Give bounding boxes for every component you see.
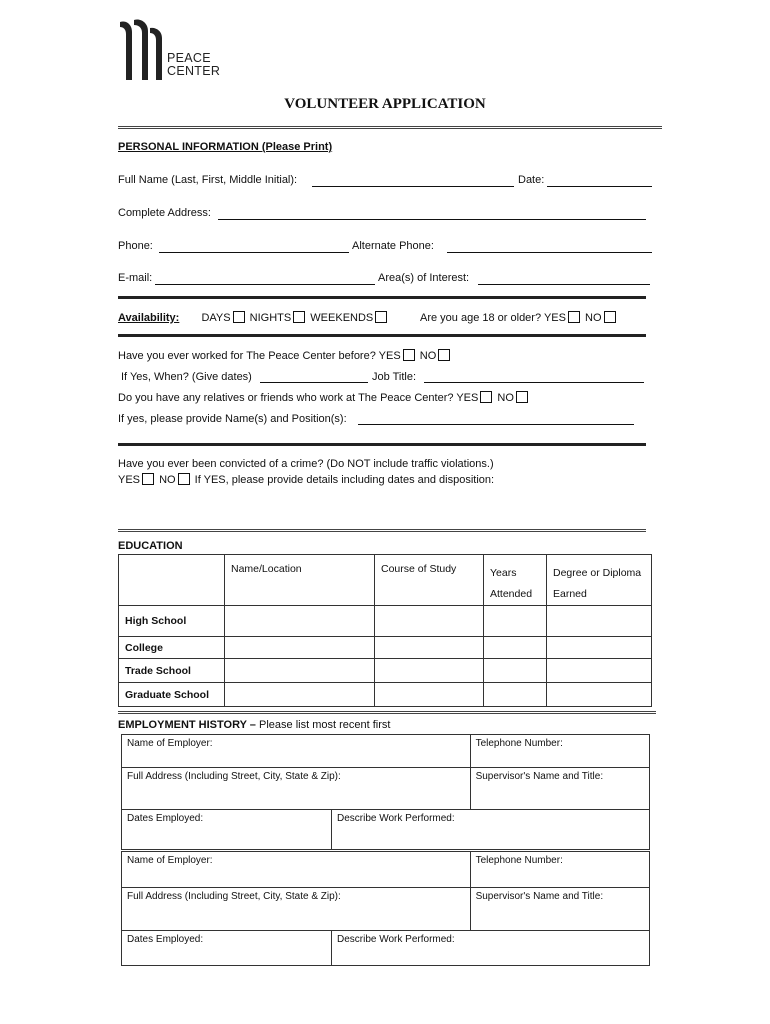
- crime-details-label: If YES, please provide details including dates and disposition:: [194, 474, 495, 486]
- work-performed-label: Describe Work Performed:: [337, 934, 455, 945]
- age-question-row: [420, 311, 618, 324]
- work-performed-label: Describe Work Performed:: [337, 813, 455, 824]
- alt-phone-label: Alternate Phone:: [352, 240, 434, 252]
- telephone-label: Telephone Number:: [475, 855, 563, 866]
- education-heading: EDUCATION: [118, 540, 183, 552]
- email-label: E-mail:: [118, 272, 153, 284]
- divider: [118, 443, 646, 446]
- date-field[interactable]: [547, 186, 652, 187]
- row-label: Trade School: [119, 659, 225, 683]
- availability-row: [118, 311, 389, 324]
- table-cell[interactable]: [225, 606, 375, 637]
- address-cell[interactable]: [122, 888, 471, 931]
- supervisor-cell[interactable]: [470, 888, 649, 931]
- table-cell[interactable]: [375, 659, 484, 683]
- header-degree-line2: Earned: [553, 588, 587, 600]
- table-cell[interactable]: [484, 683, 547, 707]
- table-row: [119, 683, 652, 707]
- table-cell[interactable]: [225, 659, 375, 683]
- logo-line-1: PEACE: [167, 51, 211, 65]
- employer-label: Name of Employer:: [127, 855, 213, 866]
- header-degree: [547, 555, 652, 606]
- worked-before-row: [118, 349, 452, 362]
- job-title-field[interactable]: [424, 382, 644, 383]
- header-years-line1: Years: [490, 567, 517, 579]
- dates-employed-label: Dates Employed:: [127, 813, 204, 824]
- divider: [118, 711, 656, 714]
- worked-before-no-checkbox[interactable]: [438, 349, 450, 361]
- header-degree-line1: Degree or Diploma: [553, 567, 642, 579]
- employment-heading: EMPLOYMENT HISTORY –: [118, 719, 256, 731]
- employer-name-cell[interactable]: [122, 735, 471, 768]
- table-cell[interactable]: [375, 683, 484, 707]
- table-cell[interactable]: [547, 683, 652, 707]
- crime-yes-checkbox[interactable]: [142, 473, 154, 485]
- worked-before-yes-checkbox[interactable]: [403, 349, 415, 361]
- row-label: High School: [119, 606, 225, 637]
- supervisor-cell[interactable]: [470, 768, 649, 810]
- telephone-cell[interactable]: [470, 852, 649, 888]
- availability-label: Availability:: [118, 312, 180, 324]
- email-field[interactable]: [155, 284, 375, 285]
- page-title: VOLUNTEER APPLICATION: [284, 96, 486, 112]
- header-years-line2: Attended: [490, 588, 533, 600]
- table-cell[interactable]: [375, 606, 484, 637]
- nights-label: NIGHTS: [249, 312, 292, 324]
- crime-yes-label: YES: [118, 474, 141, 486]
- row-label: Graduate School: [119, 683, 225, 707]
- relatives-row: [118, 391, 530, 404]
- table-cell[interactable]: [547, 637, 652, 659]
- work-performed-cell[interactable]: [332, 810, 650, 850]
- crime-no-checkbox[interactable]: [178, 473, 190, 485]
- date-label: Date:: [518, 174, 545, 186]
- days-checkbox[interactable]: [233, 311, 245, 323]
- employment-table-2: [121, 851, 650, 966]
- phone-label: Phone:: [118, 240, 153, 252]
- age-no-checkbox[interactable]: [604, 311, 616, 323]
- employment-heading-note: Please list most recent first: [259, 719, 391, 731]
- relatives-yes-checkbox[interactable]: [480, 391, 492, 403]
- worked-before-no-label: NO: [419, 350, 437, 362]
- crime-question: Have you ever been convicted of a crime? (Do NOT include traffic violations.): [118, 458, 494, 470]
- relatives-no-label: NO: [497, 392, 514, 404]
- divider: [118, 296, 646, 299]
- age-question-label: Are you age 18 or older? YES: [420, 312, 566, 324]
- employment-heading-row: [118, 719, 390, 731]
- job-title-label: Job Title:: [372, 371, 417, 383]
- table-cell[interactable]: [484, 637, 547, 659]
- employer-name-cell[interactable]: [122, 852, 471, 888]
- table-cell[interactable]: [484, 659, 547, 683]
- table-cell[interactable]: [225, 637, 375, 659]
- nights-checkbox[interactable]: [293, 311, 305, 323]
- table-cell[interactable]: [375, 637, 484, 659]
- crime-row: [118, 473, 494, 486]
- supervisor-label: Supervisor's Name and Title:: [475, 891, 604, 902]
- table-cell[interactable]: [547, 659, 652, 683]
- header-name-location: Name/Location: [225, 555, 375, 606]
- address-field[interactable]: [218, 219, 646, 220]
- education-table: [118, 554, 652, 707]
- dates-employed-cell[interactable]: [122, 810, 332, 850]
- full-name-label: Full Name (Last, First, Middle Initial):: [118, 174, 298, 186]
- full-name-field[interactable]: [312, 186, 514, 187]
- header-course: Course of Study: [375, 555, 484, 606]
- table-cell[interactable]: [547, 606, 652, 637]
- if-yes-names-label: If yes, please provide Name(s) and Position(s):: [118, 413, 347, 425]
- table-row: [119, 606, 652, 637]
- divider: [118, 529, 646, 532]
- if-yes-when-label: If Yes, When? (Give dates): [121, 371, 252, 383]
- employer-address-label: Full Address (Including Street, City, State & Zip):: [127, 771, 341, 782]
- dates-field[interactable]: [260, 382, 368, 383]
- logo-text: [167, 52, 220, 78]
- age-no-label: NO: [585, 312, 602, 324]
- logo-line-2: CENTER: [167, 64, 221, 78]
- phone-field[interactable]: [159, 252, 349, 253]
- table-cell[interactable]: [225, 683, 375, 707]
- table-cell[interactable]: [484, 606, 547, 637]
- age-yes-checkbox[interactable]: [568, 311, 580, 323]
- names-positions-field[interactable]: [358, 424, 634, 425]
- logo-mark-icon: [118, 18, 164, 80]
- relatives-label: Do you have any relatives or friends who work at The Peace Center? YES: [118, 392, 479, 404]
- work-performed-cell[interactable]: [332, 931, 650, 966]
- header-years: [484, 555, 547, 606]
- row-label: College: [119, 637, 225, 659]
- table-row: [119, 659, 652, 683]
- header-cell-blank: [119, 555, 225, 606]
- relatives-no-checkbox[interactable]: [516, 391, 528, 403]
- weekends-checkbox[interactable]: [375, 311, 387, 323]
- employer-address-label: Full Address (Including Street, City, State & Zip):: [127, 891, 341, 902]
- alt-phone-field[interactable]: [447, 252, 652, 253]
- worked-before-label: Have you ever worked for The Peace Center before? YES: [118, 350, 401, 362]
- supervisor-label: Supervisor's Name and Title:: [475, 771, 604, 782]
- dates-employed-cell[interactable]: [122, 931, 332, 966]
- weekends-label: WEEKENDS: [310, 312, 374, 324]
- telephone-label: Telephone Number:: [475, 738, 563, 749]
- address-label: Complete Address:: [118, 207, 211, 219]
- employment-table-1: [121, 734, 650, 850]
- employer-label: Name of Employer:: [127, 738, 213, 749]
- divider: [118, 126, 662, 129]
- interest-field[interactable]: [478, 284, 650, 285]
- interest-label: Area(s) of Interest:: [378, 272, 470, 284]
- telephone-cell[interactable]: [470, 735, 649, 768]
- table-row: [119, 637, 652, 659]
- crime-no-label: NO: [159, 474, 176, 486]
- dates-employed-label: Dates Employed:: [127, 934, 204, 945]
- address-cell[interactable]: [122, 768, 471, 810]
- days-label: DAYS: [201, 312, 231, 324]
- education-header-row: [119, 555, 652, 606]
- personal-info-heading: PERSONAL INFORMATION (Please Print): [118, 141, 333, 153]
- divider: [118, 334, 646, 337]
